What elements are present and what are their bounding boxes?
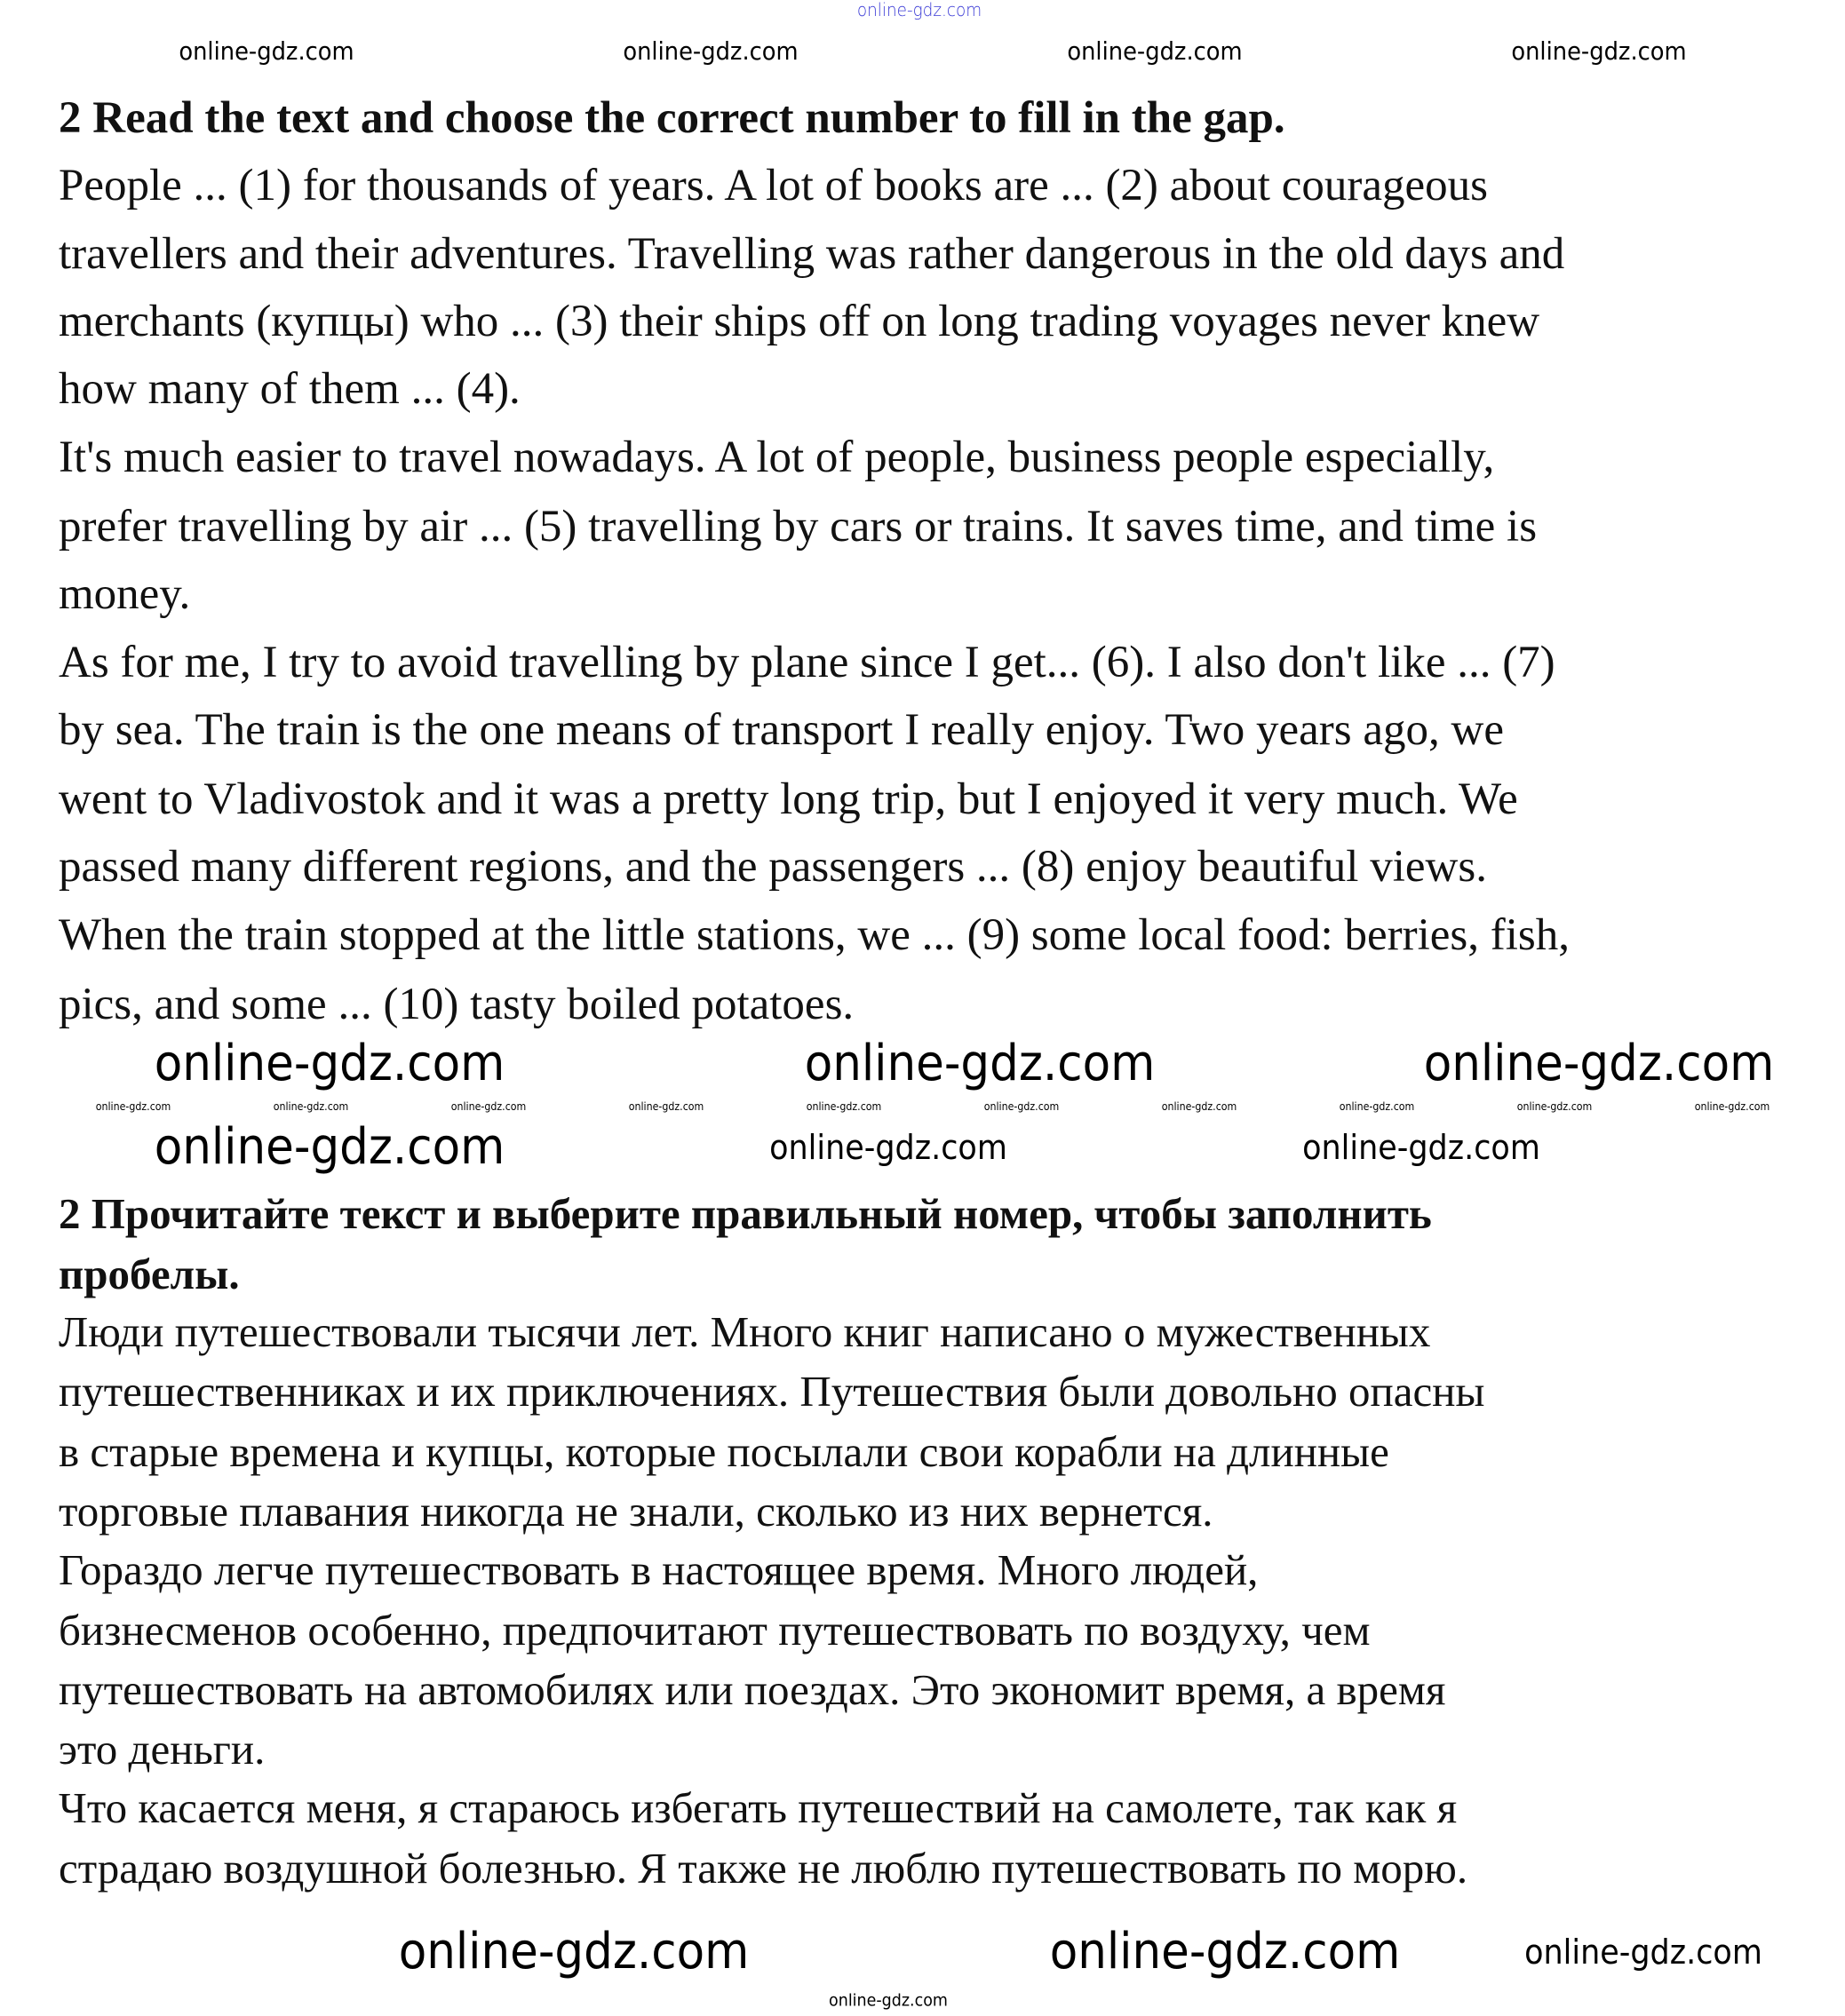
watermark: online-gdz.com xyxy=(450,1100,527,1113)
watermark: online-gdz.com xyxy=(95,1100,171,1113)
watermark: online-gdz.com xyxy=(856,0,982,20)
watermark: online-gdz.com xyxy=(1511,36,1687,66)
exercise-heading-russian-cont: пробелы. xyxy=(59,1250,240,1298)
watermark: online-gdz.com xyxy=(806,1100,882,1113)
text-line: When the train stopped at the little stations, we ... (9) some local food: berries, fish, xyxy=(59,910,1570,960)
watermark: online-gdz.com xyxy=(1516,1100,1593,1113)
watermark: online-gdz.com xyxy=(628,1100,704,1113)
watermark: online-gdz.com xyxy=(804,1035,1156,1092)
watermark: online-gdz.com xyxy=(1694,1100,1770,1113)
watermark: online-gdz.com xyxy=(829,1990,948,2011)
watermark: online-gdz.com xyxy=(398,1923,750,1980)
text-line: страдаю воздушной болезнью. Я также не люблю путешествовать по морю. xyxy=(59,1844,1468,1893)
text-line: путешественниках и их приключениях. Путешествия были довольно опасны xyxy=(59,1367,1485,1416)
text-line: prefer travelling by air ... (5) travelling by cars or trains. It saves time, and time is xyxy=(59,502,1538,552)
text-line: went to Vladivostok and it was a pretty long trip, but I enjoyed it very much. We xyxy=(59,774,1518,824)
watermark: online-gdz.com xyxy=(623,36,799,66)
text-line: Гораздо легче путешествовать в настоящее время. Много людей, xyxy=(59,1545,1259,1594)
watermark: online-gdz.com xyxy=(1067,36,1243,66)
watermark: online-gdz.com xyxy=(273,1100,349,1113)
text-line: путешествовать на автомобилях или поездах. Это экономит время, а время xyxy=(59,1665,1446,1714)
text-line: travellers and their adventures. Travelling was rather dangerous in the old days and xyxy=(59,229,1565,279)
watermark: online-gdz.com xyxy=(1339,1100,1415,1113)
text-line: в старые времена и купцы, которые посылали свои корабли на длинные xyxy=(59,1427,1389,1476)
text-line: It's much easier to travel nowadays. A lot of people, business people especially, xyxy=(59,433,1495,482)
watermark: online-gdz.com xyxy=(983,1100,1060,1113)
text-line: by sea. The train is the one means of transport I really enjoy. Two years ago, we xyxy=(59,705,1504,755)
text-line: pics, and some ... (10) tasty boiled potatoes. xyxy=(59,980,855,1029)
watermark: online-gdz.com xyxy=(154,1035,505,1092)
watermark: online-gdz.com xyxy=(769,1128,1007,1167)
watermark: online-gdz.com xyxy=(154,1118,505,1176)
watermark: online-gdz.com xyxy=(1049,1923,1401,1980)
text-line: Что касается меня, я стараюсь избегать путешествий на самолете, так как я xyxy=(59,1783,1458,1832)
text-line: merchants (купцы) who ... (3) their ships off on long trading voyages never knew xyxy=(59,297,1540,346)
watermark: online-gdz.com xyxy=(1524,1933,1762,1972)
watermark: online-gdz.com xyxy=(179,36,354,66)
text-line: Люди путешествовали тысячи лет. Много книг написано о мужественных xyxy=(59,1307,1431,1356)
text-line: торговые плавания никогда не знали, сколько из них вернется. xyxy=(59,1487,1213,1536)
text-line: это деньги. xyxy=(59,1725,266,1774)
text-line: how many of them ... (4). xyxy=(59,364,521,414)
exercise-heading-english: 2 Read the text and choose the correct number to fill in the gap. xyxy=(59,93,1285,143)
watermark: online-gdz.com xyxy=(1302,1128,1540,1167)
watermark: online-gdz.com xyxy=(1423,1035,1775,1092)
text-line: People ... (1) for thousands of years. A lot of books are ... (2) about courageous xyxy=(59,161,1488,210)
text-line: money. xyxy=(59,569,191,619)
text-line: As for me, I try to avoid travelling by plane since I get... (6). I also don't like ... (7) xyxy=(59,638,1555,687)
text-line: passed many different regions, and the passengers ... (8) enjoy beautiful views. xyxy=(59,842,1487,892)
text-line: бизнесменов особенно, предпочитают путешествовать по воздуху, чем xyxy=(59,1606,1371,1655)
exercise-heading-russian: 2 Прочитайте текст и выберите правильный номер, чтобы заполнить xyxy=(59,1189,1432,1238)
watermark: online-gdz.com xyxy=(1161,1100,1237,1113)
